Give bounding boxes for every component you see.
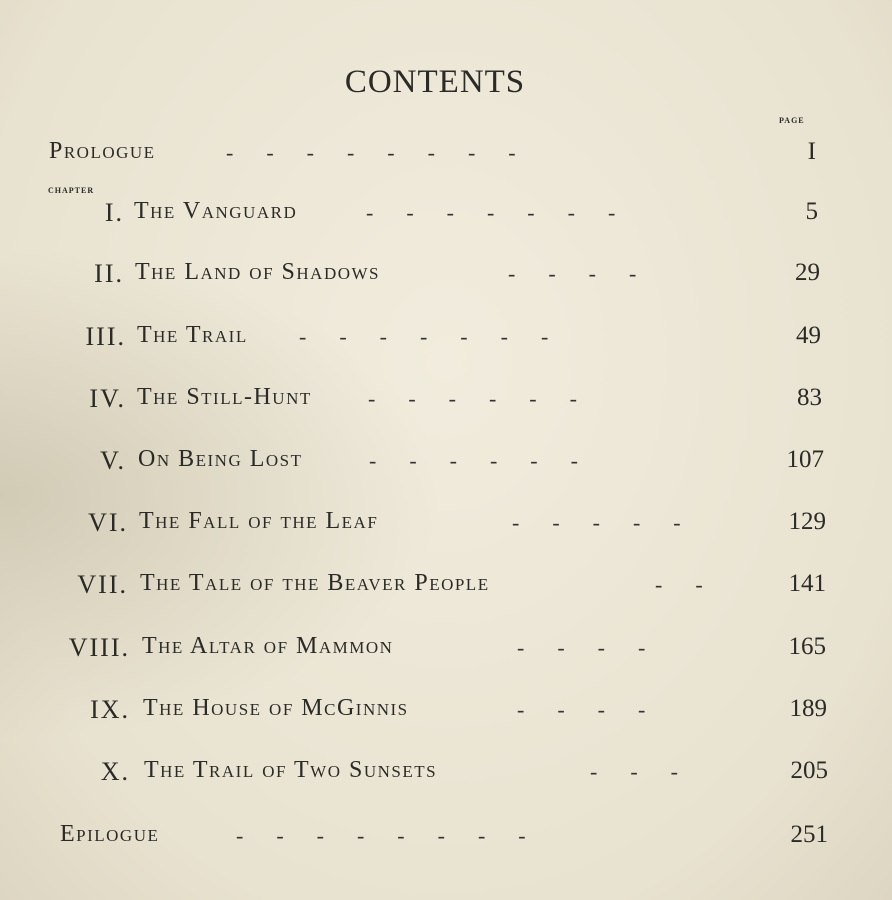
entry-page-number: 107 — [786, 446, 824, 473]
chapter-numeral: II. — [94, 259, 124, 288]
dot-leaders: - - - - - — [512, 510, 681, 535]
entry-title: The Still-Hunt — [137, 384, 312, 410]
dot-leaders: - - - - - - - - — [226, 140, 516, 165]
entry-page-number: 205 — [790, 757, 828, 784]
entry-title: The Tale of the Beaver People — [140, 570, 490, 596]
chapter-numeral: IV. — [89, 384, 126, 413]
toc-entry-chapter-7 — [0, 570, 892, 606]
entry-title: The Altar of Mammon — [142, 633, 394, 659]
chapter-numeral: VI. — [88, 508, 128, 537]
dot-leaders: - - - — [590, 759, 678, 784]
dot-leaders: - - - - - - - — [299, 324, 549, 349]
entry-page-number: 251 — [790, 821, 828, 848]
entry-page-number: I — [807, 138, 816, 165]
chapter-numeral: VII. — [77, 570, 128, 599]
toc-entry-prologue — [0, 138, 892, 174]
dot-leaders: - - - - - - — [368, 386, 577, 411]
chapter-numeral: I. — [104, 198, 124, 227]
entry-title: The Fall of the Leaf — [139, 508, 379, 534]
chapter-numeral: III. — [85, 322, 126, 351]
entry-title: The Trail of Two Sunsets — [144, 757, 438, 783]
entry-title: Epilogue — [60, 821, 160, 847]
entry-title: The Trail — [137, 322, 248, 348]
entry-title: The Vanguard — [134, 198, 298, 224]
page-column-header: page — [779, 112, 805, 126]
toc-entry-chapter-9 — [0, 695, 892, 731]
dot-leaders: - - - - - - - — [366, 200, 616, 225]
entry-page-number: 5 — [805, 198, 818, 225]
chapter-column-header: chapter — [48, 182, 95, 196]
entry-title: The House of McGinnis — [143, 695, 409, 721]
entry-page-number: 29 — [795, 259, 820, 286]
toc-entry-chapter-6 — [0, 508, 892, 544]
entry-page-number: 189 — [789, 695, 827, 722]
entry-page-number: 141 — [788, 570, 826, 597]
toc-entry-chapter-4 — [0, 384, 892, 420]
entry-title: On Being Lost — [138, 446, 303, 472]
entry-page-number: 129 — [788, 508, 826, 535]
dot-leaders: - - - - - - — [369, 448, 578, 473]
toc-entry-chapter-10 — [0, 757, 892, 793]
dot-leaders: - - — [655, 572, 703, 597]
entry-title: The Land of Shadows — [135, 259, 380, 285]
chapter-numeral: IX. — [90, 695, 130, 724]
page-title: CONTENTS — [344, 64, 526, 100]
chapter-numeral: V. — [100, 446, 126, 475]
toc-entry-chapter-3 — [0, 322, 892, 358]
toc-entry-chapter-8 — [0, 633, 892, 669]
chapter-numeral: VIII. — [68, 633, 130, 662]
entry-page-number: 49 — [796, 322, 821, 349]
entry-page-number: 83 — [797, 384, 822, 411]
dot-leaders: - - - - — [517, 697, 646, 722]
toc-entry-chapter-1 — [0, 198, 892, 234]
dot-leaders: - - - - — [508, 261, 637, 286]
entry-page-number: 165 — [788, 633, 826, 660]
dot-leaders: - - - - — [517, 635, 646, 660]
chapter-numeral: X. — [100, 757, 130, 786]
toc-entry-chapter-5 — [0, 446, 892, 482]
entry-title: Prologue — [49, 138, 156, 164]
toc-entry-epilogue — [0, 821, 892, 857]
dot-leaders: - - - - - - - - — [236, 823, 526, 848]
toc-entry-chapter-2 — [0, 259, 892, 295]
